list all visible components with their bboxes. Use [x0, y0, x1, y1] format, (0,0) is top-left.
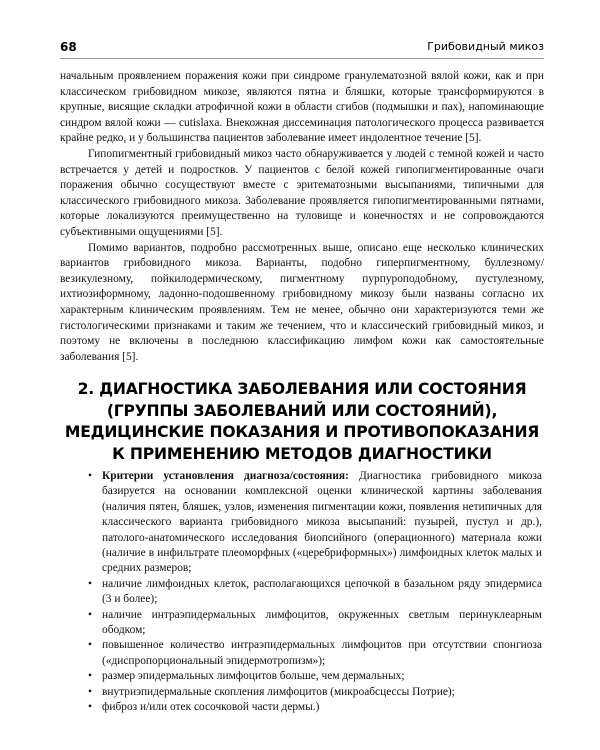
body-text	[60, 69, 544, 365]
header-rule	[60, 58, 544, 59]
list-item-text: размер эпидермальных лимфоцитов больше, чем дермальных;	[102, 670, 405, 683]
list-item	[88, 700, 542, 715]
bullet-icon: •	[88, 639, 92, 652]
page-header	[60, 40, 544, 60]
list-item-text: фиброз и/или отек сосочковой части дермы.)	[102, 701, 320, 714]
heading-line: (ГРУППЫ ЗАБОЛЕВАНИЙ ИЛИ СОСТОЯНИЙ),	[106, 401, 498, 420]
paragraph-hypopigmented: Гипопигментный грибовидный микоз часто обнаруживается у людей с темной кожей и часто встречается у детей и подростков. У пациентов с белой кожей гипопигментированные очаги поражения обычно сосуществуют вместе с эритематозными высыпаниями, типичными для классического грибовидного микоза. Заболевание проявляется гипопигментированными пятнами, которые локализуются преимущественно на туловище и конечностях и не сопровождаются субъективными ощущениями [5].	[60, 147, 544, 238]
diagnostic-criteria-list	[88, 469, 542, 716]
page-number: 68	[60, 40, 77, 54]
bullet-icon: •	[88, 577, 92, 590]
list-item-criteria	[88, 469, 542, 577]
heading-line: МЕДИЦИНСКИЕ ПОКАЗАНИЯ И ПРОТИВОПОКАЗАНИЯ	[64, 423, 540, 441]
list-item	[88, 638, 542, 669]
list-item	[88, 608, 542, 639]
list-item-text: внутриэпидермальные скопления лимфоцитов (микроабсцессы Потрие);	[102, 685, 455, 698]
heading-line: 2. ДИАГНОСТИКА ЗАБОЛЕВАНИЯ ИЛИ СОСТОЯНИЯ	[77, 380, 527, 398]
paragraph-other-variants: Помимо вариантов, подробно рассмотренных выше, описано еще несколько клинических вариантов грибовидного микоза. Варианты, подобно гиперпигментному, буллезному/везикулезному, пойкилодермическому, пигментному пурпуроподобному, пустулезному, ихтиозиформному, ладонно-подошвенному грибовидному микозу были названы согласно их характерным клиническим проявлениям. Тем не менее, обычно они характеризуются теми же гистологическими признаками и таким же течением, что и классический грибовидный микоз, и поэтому не включены в последнюю классификацию лимфом кожи как самостоятельные заболевания [5].	[60, 241, 544, 363]
list-item	[88, 685, 542, 700]
heading-line: К ПРИМЕНЕНИЮ МЕТОДОВ ДИАГНОСТИКИ	[112, 444, 492, 463]
bullet-icon: •	[88, 670, 92, 683]
bullet-icon: •	[88, 685, 92, 698]
section-heading	[60, 379, 544, 465]
list-item-text: наличие лимфоидных клеток, располагающихся цепочкой в базальном ряду эпидермиса (3 и более);	[102, 577, 542, 606]
paragraph-continuation: начальным проявлением поражения кожи при синдроме гранулематозной вялой кожи, как и при классическом грибовидном микозе, являются пятна и бляшки, которые трансформируются в крупные, висящие складки атрофичной кожи в области сгибов (подмышки и пах), напоминающие синдром вялой кожи — cutislaxa. Внекожная диссеминация патологического процесса развивается крайне редко, и у большинства пациентов заболевание имеет индолентное течение [5].	[60, 70, 544, 145]
bullet-icon: •	[88, 608, 92, 621]
criteria-lead-bold: Критерии установления диагноза/состояния:	[102, 470, 349, 482]
list-item	[88, 577, 542, 608]
list-item-text: наличие интраэпидермальных лимфоцитов, окруженных светлым перинуклеарным ободком;	[102, 608, 542, 637]
bullet-icon: •	[88, 470, 92, 482]
list-item-text: повышенное количество интраэпидермальных лимфоцитов при отсутствии спонгиоза («диспропорциональный эпидермотропизм»);	[102, 639, 542, 667]
running-title: Грибовидный микоз	[427, 40, 544, 53]
bullet-icon: •	[88, 701, 92, 714]
criteria-lead-text: Диагностика грибовидного микоза базируется на основании комплексной оценки клинической картины заболевания (наличия пятен, бляшек, узлов, изменения пигментации кожи, появления нетипичных для классического варианта грибовидного микоза высыпаний: пузырей, пустул и др.), патолого-анатомического исследования биопсийного (операционного) материала кожи (наличие в инфильтрате плеоморфных («церебриформных») лимфоидных клеток малых и средних размеров;	[102, 470, 542, 575]
list-item	[88, 669, 542, 684]
